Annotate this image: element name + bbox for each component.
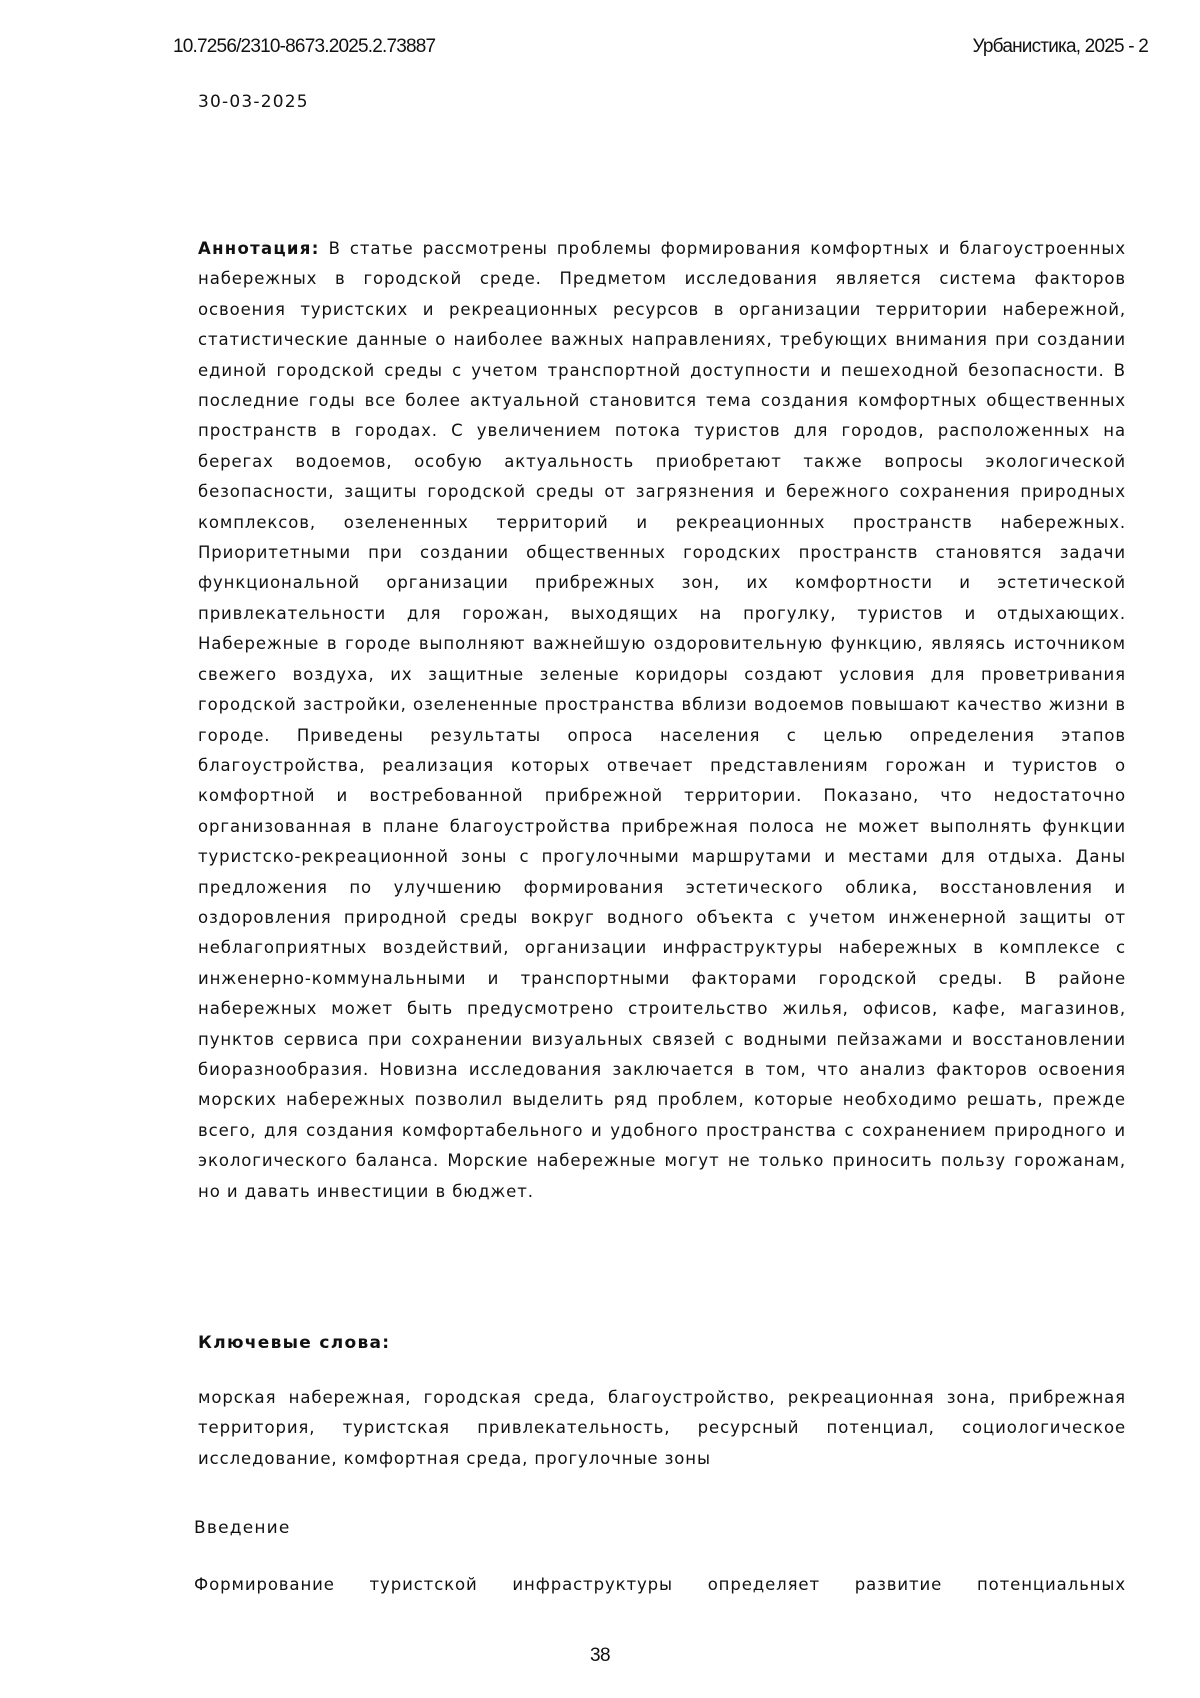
introduction-text: Формирование туристской инфраструктуры определяет развитие потенциальных: [194, 1570, 1126, 1600]
abstract-label: Аннотация:: [198, 239, 320, 258]
abstract-text: В статье рассмотрены проблемы формирования комфортных и благоустроенных набережных в городской среде. Предметом исследования является система факторов освоения туристских и рекреационных ресурсов в организации территории набережной, статистические данные о наиболее важных направлениях, требующих внимания при создании единой городской среды с учетом транспортной доступности и пешеходной безопасности. В последние годы все более актуальной становится тема создания комфортных общественных пространств в городах. С увеличением потока туристов для городов, расположенных на берегах водоемов, особую актуальность приобретают также вопросы экологической безопасности, защиты городской среды от загрязнения и бережного сохранения природных комплексов, озелененных территорий и рекреационных пространств набережных. Приоритетными при создании общественных городских пространств становятся задачи функциональной организации прибрежных зон, их комфортности и эстетической привлекательности для горожан, выходящих на прогулку, туристов и отдыхающих. Набережные в городе выполняют важнейшую оздоровительную функцию, являясь источником свежего воздуха, их защитные зеленые коридоры создают условия для проветривания городской застройки, озелененные пространства вблизи водоемов повышают качество жизни в городе. Приведены результаты опроса населения с целью определения этапов благоустройства, реализация которых отвечает представлениям горожан и туристов о комфортной и востребованной прибрежной территории. Показано, что недостаточно организованная в плане благоустройства прибрежная полоса не может выполнять функции туристско-рекреационной зоны с прогулочными маршрутами и местами для отдыха. Даны предложения по улучшению формирования эстетического облика, восстановления и оздоровления природной среды вокруг водного объекта с учетом инженерной защиты от неблагоприятных воздействий, организации инфраструктуры набережных в комплексе с инженерно-коммунальными и транспортными факторами городской среды. В районе набережных может быть предусмотрено строительство жилья, офисов, кафе, магазинов, пунктов сервиса при сохранении визуальных связей с водными пейзажами и восстановлении биоразнообразия. Новизна исследования заключается в том, что анализ факторов освоения морских набережных позволил выделить ряд проблем, которые необходимо решать, прежде всего, для создания комфортабельного и удобного пространства с сохранением природного и экологического баланса. Морские набережные могут не только приносить пользу горожанам, но и давать инвестиции в бюджет.: [198, 239, 1126, 1201]
introduction-heading: Введение: [194, 1518, 291, 1538]
article-doi: 10.7256/2310-8673.2025.2.73887: [173, 36, 435, 58]
keywords-heading: Ключевые слова:: [198, 1333, 390, 1353]
publication-date: 30-03-2025: [198, 92, 309, 112]
journal-issue: Урбанистика, 2025 - 2: [973, 36, 1149, 58]
keywords-list: морская набережная, городская среда, благоустройство, рекреационная зона, прибрежная территория, туристская привлекательность, ресурсный потенциал, социологическое исследование, комфортная среда, прогулочные зоны: [198, 1383, 1126, 1474]
page-number: 38: [0, 1645, 1200, 1667]
abstract: [198, 234, 1126, 1207]
